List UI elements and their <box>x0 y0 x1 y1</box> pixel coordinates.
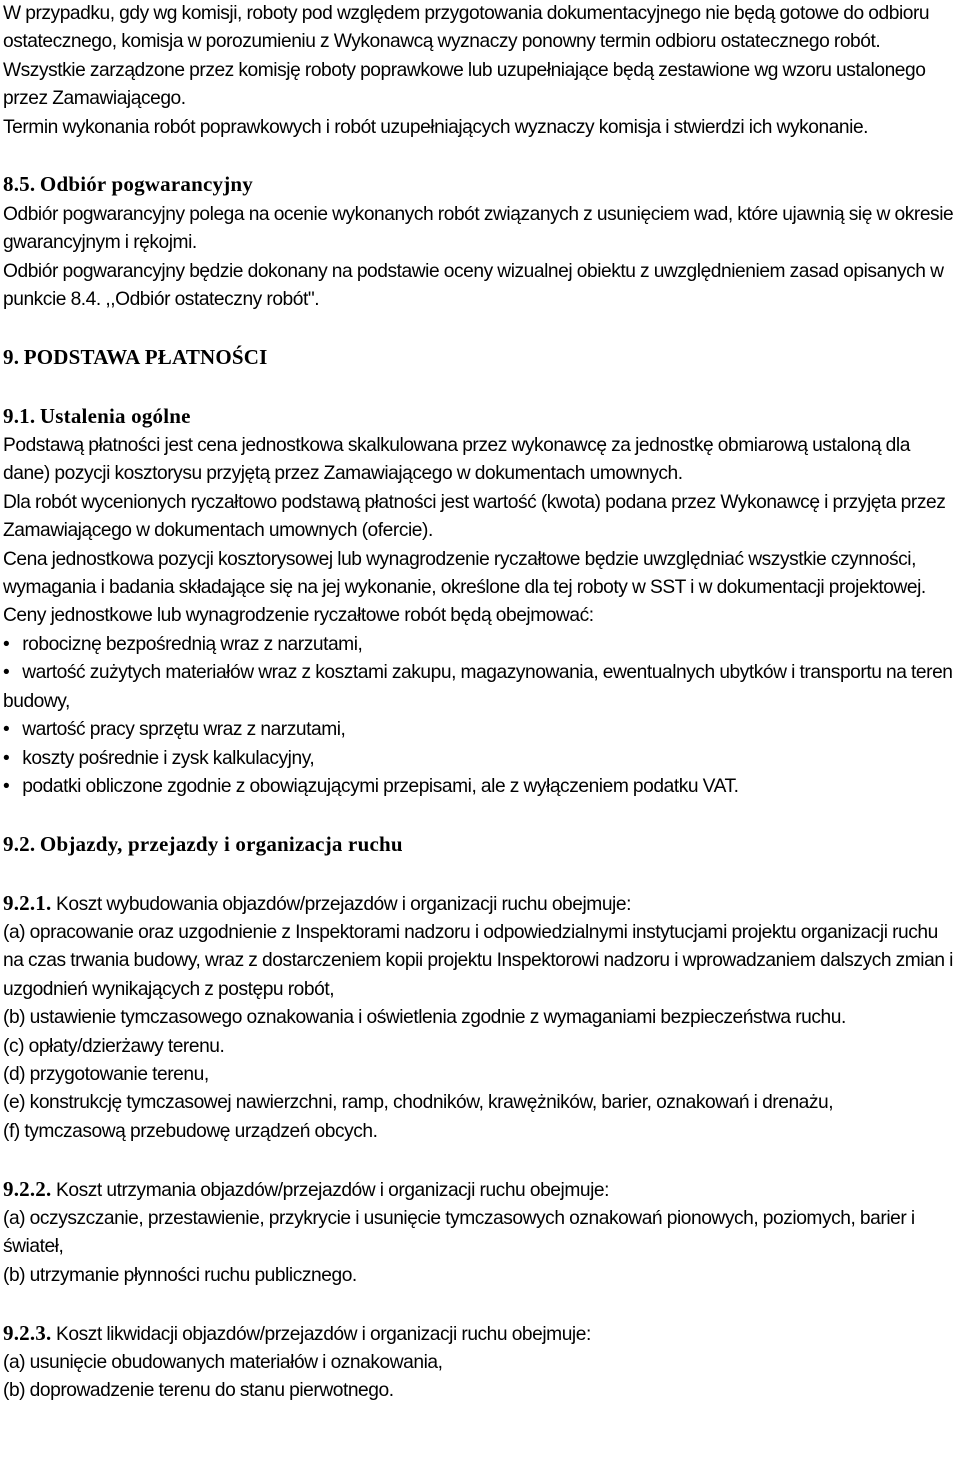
bullet-text: koszty pośrednie i zysk kalkulacyjny, <box>22 747 315 769</box>
section-9-2-1-number: 9.2.1. <box>3 890 52 915</box>
list-item: (b) ustawienie tymczasowego oznakowania i oświetlenia zgodnie z wymaganiami bezpieczeństwa ruchu. <box>3 1007 846 1029</box>
section-9-2-title: Objazdy, przejazdy i organizacja ruchu <box>39 831 403 856</box>
section-9-1-paragraph-3: Cena jednostkowa pozycji kosztorysowej lub wynagrodzenie ryczałtowe będzie uwzględniać wszystkie czynności, wymagania i badania składające się na jej wykonanie, określone dla tej roboty w SST i w dokumentacji projektowej. <box>3 548 926 599</box>
intro-paragraph-3: Termin wykonania robót poprawkowych i robót uzupełniających wyznaczy komisja i stwierdzi ich wykonanie. <box>3 116 869 138</box>
bullet-item <box>3 659 959 716</box>
section-9-2-2-text: Koszt utrzymania objazdów/przejazdów i organizacji ruchu obejmuje: <box>56 1179 609 1201</box>
bullet-item <box>3 631 959 659</box>
intro-paragraph-1: W przypadku, gdy wg komisji, roboty pod względem przygotowania dokumentacyjnego nie będą gotowe do odbioru ostatecznego, komisja w porozumieniu z Wykonawcą wyznaczy ponowny termin odbioru ostatecznego robót. <box>3 3 930 53</box>
section-9-2-heading <box>3 830 959 860</box>
spacer <box>3 142 959 170</box>
section-9-1-title: Ustalenia ogólne <box>39 403 191 428</box>
spacer <box>3 373 959 401</box>
spacer <box>3 801 959 829</box>
bullet-icon: • <box>3 775 10 797</box>
section-9-1-number: 9.1. <box>3 403 36 428</box>
section-8-5-title: Odbiór pogwarancyjny <box>39 172 253 197</box>
section-8-5-paragraph-2: Odbiór pogwarancyjny będzie dokonany na podstawie oceny wizualnej obiektu z uwzględnieniem zasad opisanych w punkcie 8.4. ,,Odbiór ostateczny robót". <box>3 260 944 311</box>
list-item: (c) opłaty/dzierżawy terenu. <box>3 1035 225 1057</box>
section-9-2-1-text: Koszt wybudowania objazdów/przejazdów i organizacji ruchu obejmuje: <box>56 893 631 915</box>
bullet-text: podatki obliczone zgodnie z obowiązującymi przepisami, ale z wyłączeniem podatku VAT. <box>22 775 739 797</box>
bullet-icon: • <box>3 747 10 769</box>
list-item: (a) oczyszczanie, przestawienie, przykrycie i usunięcie tymczasowych oznakowań pionowych, poziomych, barier i świateł, <box>3 1207 915 1258</box>
bullet-item <box>3 745 959 773</box>
bullet-item <box>3 773 959 801</box>
spacer <box>3 1290 959 1318</box>
section-9-2-3-text: Koszt likwidacji objazdów/przejazdów i organizacji ruchu obejmuje: <box>56 1323 591 1345</box>
intro-paragraph-2: Wszystkie zarządzone przez komisję roboty poprawkowe lub uzupełniające będą zestawione wg wzoru ustalonego przez Zamawiającego. <box>3 59 926 110</box>
section-9-1-paragraph-4: Ceny jednostkowe lub wynagrodzenie ryczałtowe robót będą obejmować: <box>3 605 594 627</box>
section-9-1-paragraph-2: Dla robót wycenionych ryczałtowo podstawą płatności jest wartość (kwota) podana przez Wykonawcę i przyjęta przez Zamawiającego w dokumentach umownych (ofercie). <box>3 491 946 542</box>
section-8-5-heading <box>3 170 959 200</box>
bullet-item <box>3 716 959 744</box>
section-9-1-paragraph-1: Podstawą płatności jest cena jednostkowa skalkulowana przez wykonawcę za jednostkę obmiarową ustaloną dla dane) pozycji kosztorysu przyjętą przez Zamawiającego w dokumentach umownych. <box>3 435 910 485</box>
spacer <box>3 314 959 342</box>
section-9-2-3-number: 9.2.3. <box>3 1320 52 1345</box>
list-item: (a) usunięcie obudowanych materiałów i oznakowania, <box>3 1351 443 1373</box>
section-9-2-number: 9.2. <box>3 831 36 856</box>
list-item: (f) tymczasową przebudowę urządzeń obcych. <box>3 1120 378 1142</box>
bullet-icon: • <box>3 633 10 655</box>
list-item: (d) przygotowanie terenu, <box>3 1063 209 1085</box>
section-8-5-number: 8.5. <box>3 172 36 197</box>
bullet-icon: • <box>3 662 10 684</box>
section-9-heading <box>3 343 959 373</box>
spacer <box>3 860 959 888</box>
bullet-icon: • <box>3 719 10 741</box>
section-8-5-paragraph-1: Odbiór pogwarancyjny polega na ocenie wykonanych robót związanych z usunięciem wad, które ujawnią się w okresie gwarancyjnym i rękojmi. <box>3 203 954 254</box>
section-9-2-2-lead <box>3 1175 959 1205</box>
bullet-text: wartość pracy sprzętu wraz z narzutami, <box>22 719 346 741</box>
list-item: (a) opracowanie oraz uzgodnienie z Inspektorami nadzoru i odpowiedzialnymi instytucjami projektu organizacji ruchu na czas trwania budowy, wraz z dostarczeniem kopii projektu Inspektorowi nadzoru i wprowadzaniem dalszych zmian i uzgodnień wynikających z postępu robót, <box>3 921 953 1000</box>
bullet-text: robociznę bezpośrednią wraz z narzutami, <box>22 633 363 655</box>
section-9-1-heading <box>3 402 959 432</box>
section-9-2-2-number: 9.2.2. <box>3 1176 52 1201</box>
list-item: (e) konstrukcję tymczasowej nawierzchni, ramp, chodników, krawężników, barier, oznakowań i drenażu, <box>3 1092 834 1114</box>
spacer <box>3 1146 959 1174</box>
section-9-number: 9. <box>3 344 20 369</box>
section-9-title: PODSTAWA PŁATNOŚCI <box>23 344 268 369</box>
document-page <box>3 0 959 1406</box>
list-item: (b) doprowadzenie terenu do stanu pierwotnego. <box>3 1380 394 1402</box>
section-9-2-3-lead <box>3 1319 959 1349</box>
list-item: (b) utrzymanie płynności ruchu publicznego. <box>3 1264 357 1286</box>
bullet-text: wartość zużytych materiałów wraz z kosztami zakupu, magazynowania, ewentualnych ubytków i transportu na teren budowy, <box>3 662 953 712</box>
section-9-2-1-lead <box>3 889 959 919</box>
